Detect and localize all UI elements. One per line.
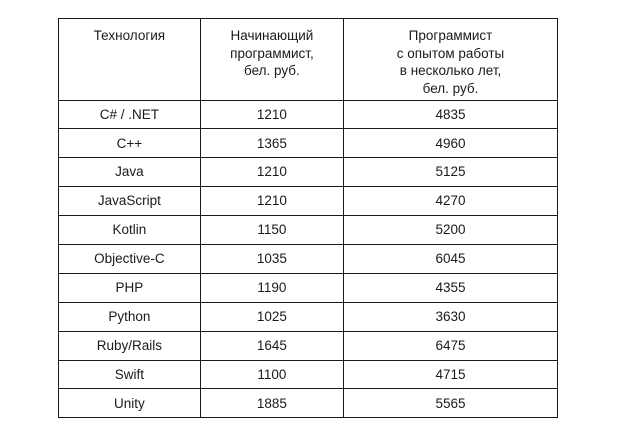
header-technology-label: Технология: [93, 28, 166, 43]
table-row: [59, 360, 557, 389]
cell-junior-salary: 1210: [200, 187, 343, 216]
cell-junior-salary: 1150: [200, 216, 343, 245]
cell-experienced-salary: 6045: [344, 244, 557, 273]
cell-junior-salary: 1100: [200, 360, 343, 389]
header-junior-line-3: бел. руб.: [244, 63, 300, 79]
header-technology: [59, 19, 200, 100]
table-row: [59, 129, 557, 158]
table-row: [59, 331, 557, 360]
cell-technology: Objective-C: [59, 244, 200, 273]
cell-technology: Unity: [59, 389, 200, 418]
table-row: [59, 302, 557, 331]
header-row: [59, 19, 557, 100]
cell-technology: PHP: [59, 273, 200, 302]
cell-experienced-salary: 5200: [344, 216, 557, 245]
cell-technology: Ruby/Rails: [59, 331, 200, 360]
table-row: [59, 100, 557, 129]
cell-technology: JavaScript: [59, 187, 200, 216]
header-experienced-line-2: с опытом работы: [396, 45, 505, 61]
cell-experienced-salary: 6475: [344, 331, 557, 360]
salary-table: [59, 19, 557, 418]
header-experienced: [344, 19, 557, 100]
header-junior: [200, 19, 343, 100]
salary-table-container: [58, 18, 558, 418]
cell-technology: Kotlin: [59, 216, 200, 245]
cell-technology: Swift: [59, 360, 200, 389]
cell-junior-salary: 1645: [200, 331, 343, 360]
header-experienced-line-1: Программист: [408, 28, 493, 43]
cell-experienced-salary: 4715: [344, 360, 557, 389]
header-experienced-line-4: бел. руб.: [422, 80, 479, 96]
cell-junior-salary: 1210: [200, 100, 343, 129]
cell-technology: C# / .NET: [59, 100, 200, 129]
cell-experienced-salary: 5125: [344, 158, 557, 187]
cell-experienced-salary: 4355: [344, 273, 557, 302]
cell-experienced-salary: 4270: [344, 187, 557, 216]
cell-technology: Java: [59, 158, 200, 187]
table-row: [59, 273, 557, 302]
cell-junior-salary: 1190: [200, 273, 343, 302]
table-row: [59, 216, 557, 245]
cell-experienced-salary: 4835: [344, 100, 557, 129]
cell-technology: C++: [59, 129, 200, 158]
cell-junior-salary: 1885: [200, 389, 343, 418]
cell-experienced-salary: 3630: [344, 302, 557, 331]
header-experienced-line-3: в несколько лет,: [399, 63, 502, 79]
table-row: [59, 389, 557, 418]
table-row: [59, 187, 557, 216]
cell-technology: Python: [59, 302, 200, 331]
cell-junior-salary: 1210: [200, 158, 343, 187]
table-row: [59, 244, 557, 273]
header-junior-line-1: Начинающий: [230, 28, 314, 43]
cell-junior-salary: 1365: [200, 129, 343, 158]
header-junior-line-2: программист,: [230, 45, 314, 61]
cell-experienced-salary: 5565: [344, 389, 557, 418]
cell-junior-salary: 1025: [200, 302, 343, 331]
cell-experienced-salary: 4960: [344, 129, 557, 158]
table-row: [59, 158, 557, 187]
cell-junior-salary: 1035: [200, 244, 343, 273]
